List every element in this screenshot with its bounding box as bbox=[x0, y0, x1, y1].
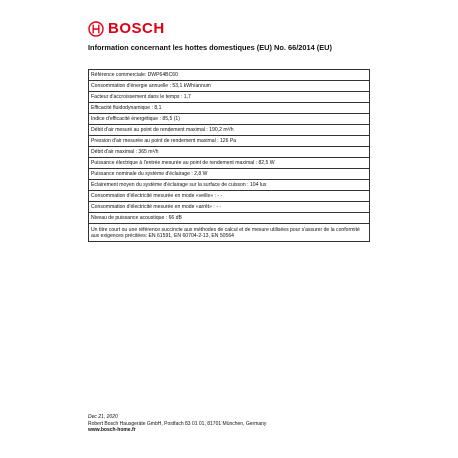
row-sound-power: Niveau de puissance acoustique : 66 dB bbox=[89, 213, 370, 224]
table-row bbox=[89, 224, 370, 242]
table-row bbox=[89, 169, 370, 180]
spec-table bbox=[88, 69, 370, 242]
row-annual-energy: Consommation d'énergie annuelle : 53,1 kWh/annum bbox=[89, 81, 370, 92]
table-row bbox=[89, 158, 370, 169]
row-max-airflow: Débit d'air maximal : 365 m³/h bbox=[89, 147, 370, 158]
table-row bbox=[89, 136, 370, 147]
table-row bbox=[89, 92, 370, 103]
row-time-factor: Facteur d'accroissement dans le temps : 1,7 bbox=[89, 92, 370, 103]
row-fluid-efficiency: Efficacité fluidodynamique : 8,1 bbox=[89, 103, 370, 114]
table-row bbox=[89, 114, 370, 125]
table-row bbox=[89, 202, 370, 213]
bosch-armature-icon bbox=[88, 21, 104, 37]
table-row bbox=[89, 213, 370, 224]
row-off-power: Consommation d'électricité mesurée en mode «arrêt» : - - bbox=[89, 202, 370, 213]
row-electric-input-power: Puissance électrique à l'entrée mesurée au point de rendement maximal : 82,5 W bbox=[89, 158, 370, 169]
brand-name: BOSCH bbox=[108, 20, 165, 37]
bosch-logo bbox=[88, 21, 165, 37]
footer-date: Dec 21, 2020 bbox=[88, 414, 118, 420]
table-row bbox=[89, 103, 370, 114]
row-lighting-power: Puissance nominale du système d'éclairage : 2,8 W bbox=[89, 169, 370, 180]
table-row bbox=[89, 147, 370, 158]
footer bbox=[88, 414, 266, 434]
row-energy-efficiency-index: Indice d'efficacité énergétique : 85,5 (1) bbox=[89, 114, 370, 125]
row-commercial-reference: Référence commerciale: DWP64BC60 bbox=[89, 70, 370, 81]
document-title: Information concernant les hottes domestiques (EU) No. 66/2014 (EU) bbox=[88, 43, 332, 52]
table-row bbox=[89, 180, 370, 191]
table-row bbox=[89, 191, 370, 202]
row-standby-power: Consommation d'électricité mesurée en mode «veille» : - - bbox=[89, 191, 370, 202]
table-row bbox=[89, 125, 370, 136]
table-row bbox=[89, 70, 370, 81]
row-measurement-methods: Un titre court ou une référence succincte aux méthodes de calcul et de mesure utilisées pour s'assurer de la conformité aux exigences précitées: EN 61591, EN 60704-2-13, EN 50564 bbox=[89, 224, 370, 242]
table-row bbox=[89, 81, 370, 92]
row-air-pressure: Pression d'air mesurée au point de rendement maximal : 126 Pa bbox=[89, 136, 370, 147]
row-illumination: Éclairement moyen du système d'éclairage sur la surface de cuisson : 104 lux bbox=[89, 180, 370, 191]
row-airflow-best-point: Débit d'air mesuré au point de rendement maximal : 190,2 m³/h bbox=[89, 125, 370, 136]
footer-website[interactable]: www.bosch-home.fr bbox=[88, 427, 136, 434]
footer-address: Robert Bosch Hausgeräte GmbH, Postfach 83 01 01, 81701 München, Germany bbox=[88, 420, 267, 427]
